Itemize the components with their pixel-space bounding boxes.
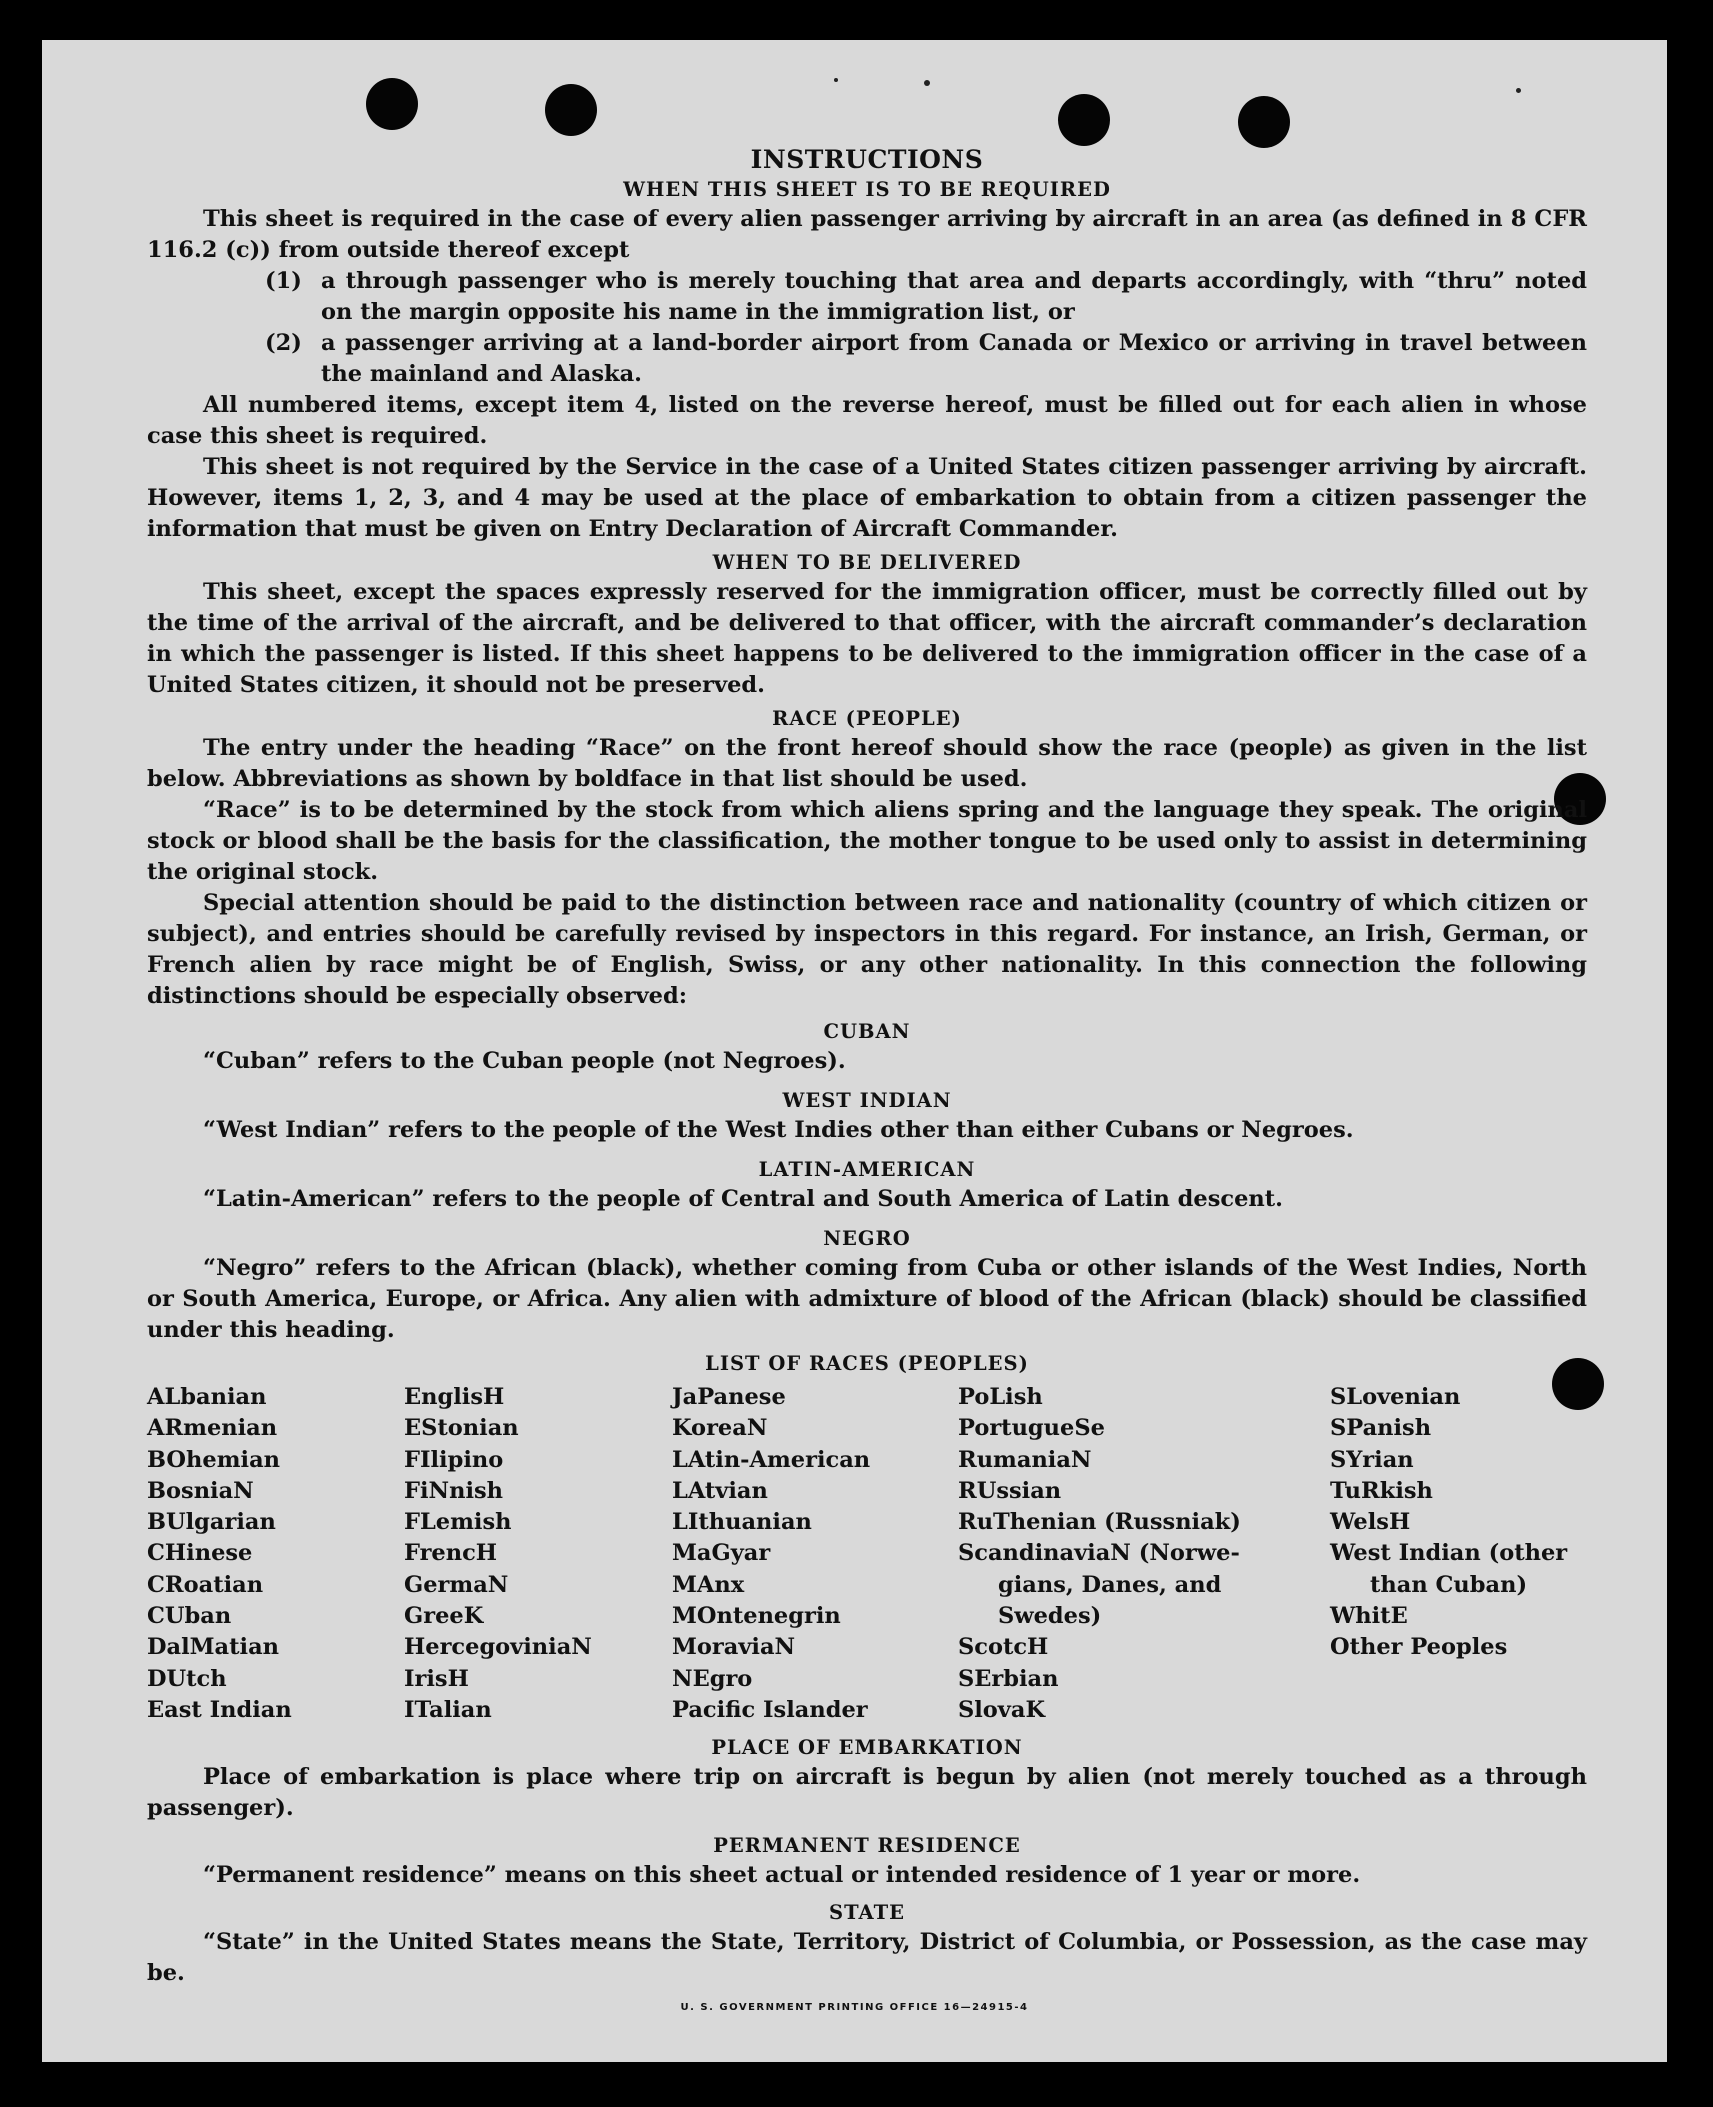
paragraph: Place of embarkation is place where trip on aircraft is begun by alien (not merely touched as a through passenger). (147, 1764, 1587, 1822)
race-entry: ARmenian (147, 1415, 278, 1442)
race-entry: West Indian (other (1330, 1540, 1568, 1567)
item-text: a passenger arriving at a land-border airport from Canada or Mexico or arriving in travel between the mainland and Alaska. (321, 330, 1587, 387)
paragraph: All numbered items, except item 4, listed on the reverse hereof, must be filled out for each alien in whose case this sheet is required. (147, 392, 1587, 449)
race-entry: Swedes) (998, 1603, 1102, 1630)
section-heading: STATE (829, 1901, 905, 1925)
race-entry: WhitE (1330, 1603, 1408, 1630)
race-entry: LIthuanian (672, 1509, 812, 1536)
race-entry: DalMatian (147, 1634, 280, 1661)
punch-hole (1058, 94, 1110, 146)
race-entry: BUlgarian (147, 1509, 276, 1536)
race-entry: RumaniaN (958, 1446, 1092, 1473)
section-heading: WHEN TO BE DELIVERED (712, 551, 1022, 574)
item-number: (2) (265, 330, 302, 356)
item-number: (1) (265, 268, 302, 294)
race-column (958, 1382, 1330, 1726)
punch-hole (1238, 96, 1290, 148)
section-heading: LATIN-AMERICAN (758, 1158, 976, 1181)
paragraph: Special attention should be paid to the distinction between race and nationality (country of which citizen or subject), and entries should be carefully revised by inspectors in this regard. For instance, an Irish, German, or French alien by race might be of English, Swiss, or any other nationality. In this connection the following distinctions should be especially observed: (147, 890, 1587, 1009)
race-entry: CRoatian (147, 1571, 264, 1598)
section-heading: WHEN THIS SHEET IS TO BE REQUIRED (623, 178, 1111, 201)
race-entry: HercegoviniaN (404, 1634, 592, 1661)
race-entry: FrencH (404, 1540, 498, 1567)
race-entry: SYrian (1330, 1446, 1414, 1473)
punch-hole (545, 84, 597, 136)
printing-office-footer: U. S. GOVERNMENT PRINTING OFFICE 16—24915-4 (680, 2002, 1029, 2013)
paragraph: This sheet, except the spaces expressly reserved for the immigration officer, must be correctly filled out by the time of the arrival of the aircraft, and be delivered to that officer, with the aircraft commander’s declaration in which the passenger is listed. If this sheet happens to be delivered to the immigration officer in the case of a United States citizen, it should not be preserved. (147, 579, 1587, 698)
page-title: INSTRUCTIONS (750, 145, 984, 174)
race-entry: GreeK (404, 1603, 484, 1630)
race-entry: TuRkish (1330, 1477, 1433, 1504)
section-heading: PLACE OF EMBARKATION (711, 1736, 1023, 1760)
race-entry: EnglisH (404, 1384, 505, 1410)
race-entry: WelsH (1330, 1509, 1411, 1536)
race-entry: MaGyar (672, 1540, 771, 1567)
item-text: a through passenger who is merely touching that area and departs accordingly, with “thru” noted on the margin opposite his name in the immigration list, or (321, 268, 1587, 325)
list-item (265, 328, 1587, 390)
race-entry: PoLish (958, 1384, 1043, 1410)
section-heading: LIST OF RACES (PEOPLES) (705, 1352, 1029, 1375)
race-column (672, 1382, 958, 1726)
race-entry: SLovenian (1330, 1384, 1461, 1410)
race-entry: ScandinaviaN (Norwe- (958, 1540, 1240, 1567)
dust-speck (924, 80, 930, 86)
race-entry: IrisH (404, 1665, 469, 1692)
paragraph: “Race” is to be determined by the stock from which aliens spring and the language they speak. The original stock or blood shall be the basis for the classification, the mother tongue to be used only to assist in determining the original stock. (147, 797, 1587, 885)
paragraph: “Latin-American” refers to the people of Central and South America of Latin descent. (203, 1186, 1283, 1212)
race-entry: KoreaN (672, 1415, 768, 1442)
race-entry: LAtin-American (672, 1446, 871, 1473)
race-entry: DUtch (147, 1665, 227, 1692)
paragraph: “Cuban” refers to the Cuban people (not Negroes). (203, 1048, 846, 1074)
paragraph: “Negro” refers to the African (black), whether coming from Cuba or other islands of the West Indies, North or South America, Europe, or Africa. Any alien with admixture of blood of the African (black) should be classified under this heading. (147, 1255, 1587, 1343)
race-column (1330, 1382, 1587, 1726)
race-entry: PortugueSe (958, 1415, 1105, 1442)
race-entry: CHinese (147, 1540, 253, 1567)
race-entry: MoraviaN (672, 1634, 796, 1661)
race-entry: than Cuban) (1370, 1571, 1528, 1598)
race-entry: FIlipino (404, 1446, 504, 1473)
paragraph: “Permanent residence” means on this sheet actual or intended residence of 1 year or more. (203, 1862, 1361, 1889)
section-heading: WEST INDIAN (782, 1089, 952, 1112)
race-entry: FLemish (404, 1509, 512, 1536)
race-entry: NEgro (672, 1665, 753, 1692)
race-entry: CUban (147, 1603, 232, 1630)
race-entry: EStonian (404, 1415, 519, 1442)
paragraph: This sheet is not required by the Service in the case of a United States citizen passenger arriving by aircraft. However, items 1, 2, 3, and 4 may be used at the place of embarkation to obtain from a citizen passenger the information that must be given on Entry Declaration of Aircraft Commander. (147, 454, 1587, 542)
race-entry: ScotcH (958, 1634, 1049, 1661)
race-entry: East Indian (147, 1696, 292, 1723)
race-entry: gians, Danes, and (998, 1571, 1222, 1598)
race-entry: BosniaN (147, 1477, 254, 1504)
race-entry: MAnx (672, 1571, 745, 1598)
race-entry: MOntenegrin (672, 1603, 841, 1630)
paragraph: “West Indian” refers to the people of the West Indies other than either Cubans or Negroes. (203, 1117, 1354, 1143)
race-entry: FiNnish (404, 1477, 504, 1504)
list-item (265, 266, 1587, 328)
punch-hole (366, 78, 418, 130)
section-heading: NEGRO (823, 1227, 911, 1250)
dust-speck (834, 78, 838, 82)
race-entry: RuThenian (Russniak) (958, 1509, 1241, 1536)
paragraph: The entry under the heading “Race” on the front hereof should show the race (people) as given in the list below. Abbreviations as shown by boldface in that list should be used. (147, 735, 1587, 792)
document-sheet (42, 40, 1667, 2062)
race-list (147, 1382, 1587, 1726)
race-entry: LAtvian (672, 1477, 768, 1504)
race-entry: GermaN (404, 1571, 509, 1598)
section-heading: RACE (PEOPLE) (772, 707, 962, 730)
race-entry: Other Peoples (1330, 1634, 1508, 1661)
race-column (404, 1382, 672, 1726)
race-column (147, 1382, 404, 1726)
race-entry: BOhemian (147, 1446, 281, 1473)
race-entry: Pacific Islander (672, 1696, 868, 1723)
race-entry: SErbian (958, 1665, 1059, 1692)
paragraph: “State” in the United States means the State, Territory, District of Columbia, or Possession, as the case may be. (147, 1929, 1587, 1987)
race-entry: RUssian (958, 1477, 1062, 1504)
race-entry: SlovaK (958, 1696, 1046, 1723)
dust-speck (1516, 88, 1521, 93)
instructions-content (147, 142, 1587, 1989)
section-heading: CUBAN (823, 1020, 911, 1043)
race-entry: ITalian (404, 1696, 492, 1723)
section-heading: PERMANENT RESIDENCE (713, 1834, 1021, 1858)
paragraph: This sheet is required in the case of every alien passenger arriving by aircraft in an area (as defined in 8 CFR 116.2 (c)) from outside thereof except (147, 206, 1587, 263)
race-entry: ALbanian (147, 1384, 267, 1410)
race-entry: SPanish (1330, 1415, 1432, 1442)
race-entry: JaPanese (672, 1384, 786, 1410)
